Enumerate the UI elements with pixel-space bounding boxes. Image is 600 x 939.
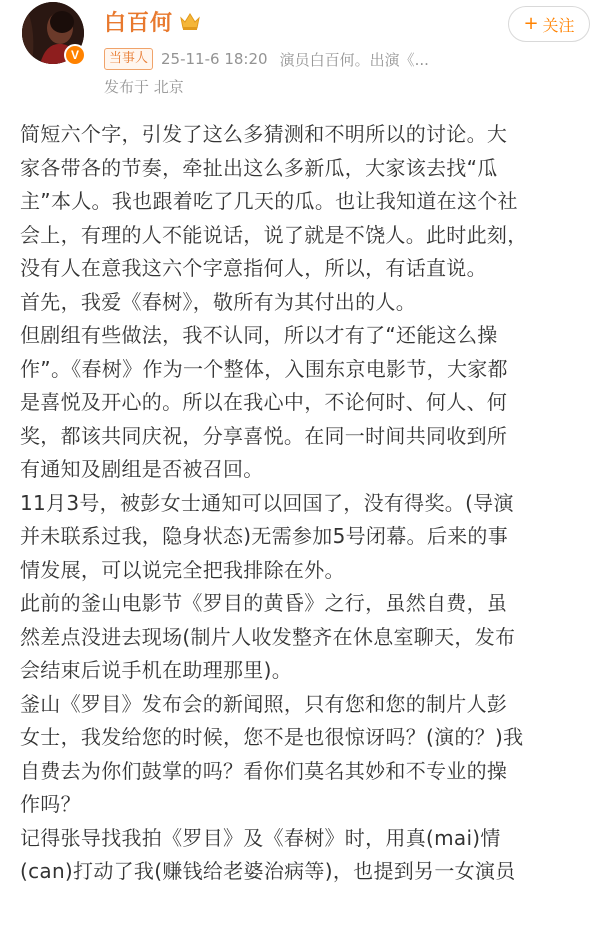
- post-time[interactable]: 25-11-6 18:20: [161, 50, 268, 68]
- plus-icon: +: [523, 13, 539, 34]
- post-text-line: 然差点没进去现场(制片人收发整齐在休息室聊天，发布: [20, 624, 516, 649]
- post-text-line: (can)打动了我(赚钱给老婆治病等)，也提到另一女演员: [20, 859, 516, 883]
- post-text-line: 女士，我发给您的时候，您不是也很惊讶吗？(演的？)我: [20, 725, 524, 749]
- post-text-line: 但剧组有些做法，我不认同，所以才有了“还能这么操: [20, 323, 498, 347]
- post-text-line: 有通知及剧组是否被召回。: [20, 457, 264, 481]
- post-location: 发布于 北京: [104, 78, 184, 96]
- post-text-line: 会上，有理的人不能说话，说了就是不饶人。此时此刻，: [20, 222, 528, 247]
- post-text-line: 会结束后说手机在助理那里)。: [20, 658, 293, 682]
- post-text-line: 并未联系过我，隐身状态)无需参加5号闭幕。后来的事: [20, 524, 509, 548]
- post-header: [0, 0, 600, 104]
- post-text-line: 作”。《春树》作为一个整体，入围东京电影节，大家都: [20, 356, 508, 381]
- follow-label: 关注: [542, 15, 575, 35]
- post-text-line: 此前的釜山电影节《罗目的黄昏》之行，虽然自费，虽: [20, 591, 508, 615]
- post-text-line: 奖，都该共同庆祝，分享喜悦。在同一时间共同收到所: [20, 423, 508, 448]
- post-content: [20, 118, 592, 889]
- post-text-line: 自费去为你们鼓掌的吗？看你们莫名其妙和不专业的操: [20, 758, 508, 783]
- post-text-line: 主”本人。我也跟着吃了几天的瓜。也让我知道在这个社: [20, 189, 518, 213]
- avatar[interactable]: [22, 2, 84, 64]
- post-text-line: 是喜悦及开心的。所以在我心中，不论何时、何人、何: [20, 390, 508, 414]
- post-text-line: 记得张导找我拍《罗目》及《春树》时，用真(mai)情: [20, 825, 501, 850]
- post-text-line: 作吗？: [20, 792, 81, 816]
- meta-row: [104, 46, 584, 72]
- name-row: [104, 4, 201, 38]
- post-text-line: 情发展，可以说完全把我排除在外。: [20, 557, 345, 582]
- post-text-line: 11月3号，被彭女士通知可以回国了，没有得奖。(导演: [20, 490, 514, 515]
- post-source: 演员白百何。出演《...: [279, 50, 429, 69]
- participant-tag: 当事人: [104, 48, 153, 70]
- follow-button[interactable]: [508, 6, 590, 42]
- post-text-line: 简短六个字，引发了这么多猜测和不明所以的讨论。大: [20, 122, 508, 146]
- verified-badge-icon: V: [64, 44, 86, 66]
- post-text-line: 釜山《罗目》发布会的新闻照，只有您和您的制片人彭: [20, 691, 508, 716]
- crown-icon: [179, 11, 201, 31]
- post-text-line: 家各带各的节奏，牵扯出这么多新瓜，大家该去找“瓜: [20, 155, 498, 180]
- post-text-line: 没有人在意我这六个字意指何人，所以，有话直说。: [20, 256, 487, 280]
- username[interactable]: 白百何: [104, 10, 174, 36]
- post-text-line: 首先，我爱《春树》，敬所有为其付出的人。: [20, 289, 416, 314]
